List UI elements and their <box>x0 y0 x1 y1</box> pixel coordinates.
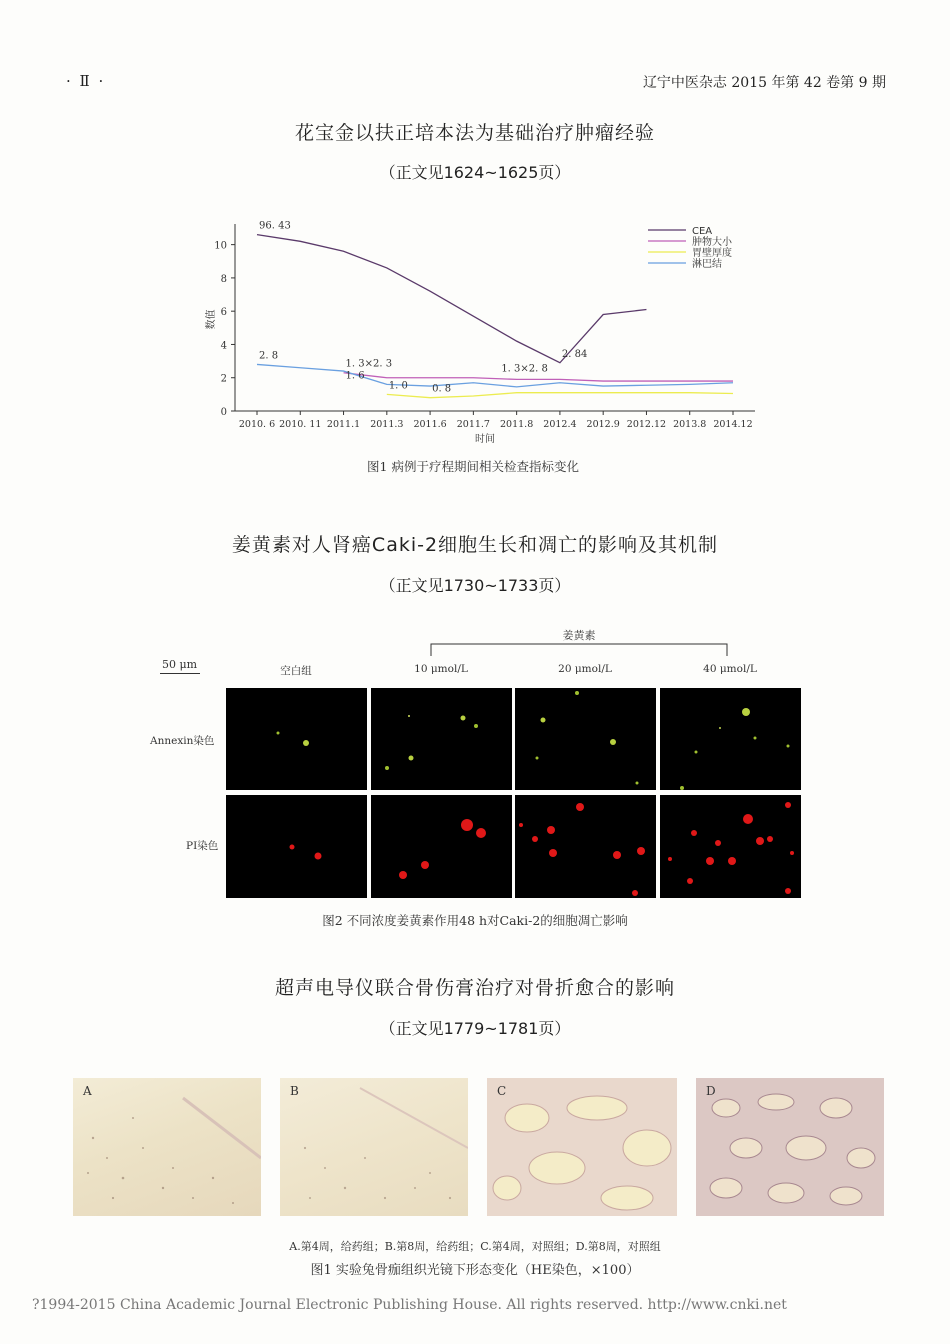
article2-title: 姜黄素对人肾癌Caki-2细胞生长和凋亡的影响及其机制 <box>231 534 719 556</box>
article3-panel-legend: A.第4周，给药组；B.第8周，给药组；C.第4周，对照组；D.第8周，对照组 <box>289 1240 661 1253</box>
x-tick-label: 2011.7 <box>456 419 490 430</box>
series-line-0 <box>257 235 646 363</box>
x-tick-label: 2010. 11 <box>279 419 322 430</box>
x-tick-label: 2011.6 <box>413 419 447 430</box>
annexin-panel-40 <box>660 688 801 790</box>
column-label-10: 10 μmol/L <box>414 663 468 675</box>
article3-figure-caption: 图1 实验兔骨痂组织光镜下形态变化（HE染色，×100） <box>310 1263 640 1278</box>
x-tick-label: 2010. 6 <box>238 419 276 430</box>
chart-series <box>257 235 733 398</box>
pi-panel-10 <box>371 795 512 898</box>
micrograph-d-label: D <box>706 1084 716 1098</box>
article1-pages: （正文见1624~1625页） <box>379 163 571 182</box>
chart-legend <box>648 226 733 270</box>
row-label-pi: PI染色 <box>186 840 219 852</box>
data-label: 1. 0 <box>388 380 408 392</box>
x-tick-label: 2012.12 <box>626 419 667 430</box>
y-tick-label: 10 <box>214 240 227 252</box>
micrograph-c-label: C <box>497 1084 507 1098</box>
x-tick-label: 2014.12 <box>713 419 753 430</box>
article1-figure-caption: 图1 病例于疗程期间相关检查指标变化 <box>367 459 579 474</box>
column-label-blank: 空白组 <box>280 665 312 677</box>
y-tick-label: 8 <box>220 273 227 285</box>
annexin-panel-20 <box>515 688 656 790</box>
article1-title: 花宝金以扶正培本法为基础治疗肿瘤经验 <box>294 122 655 144</box>
y-axis-label: 数值 <box>206 309 217 330</box>
y-tick-label: 0 <box>220 407 227 418</box>
x-tick-label: 2013.8 <box>673 419 707 430</box>
data-label: 1. 3×2. 8 <box>501 363 548 375</box>
data-label: 2. 8 <box>259 350 279 362</box>
data-label: 1. 3×2. 3 <box>345 358 393 370</box>
article2-pages: （正文见1730~1733页） <box>379 576 571 595</box>
micrograph-b <box>280 1078 468 1216</box>
x-tick-label: 2012.4 <box>543 419 577 430</box>
data-label: 1. 6 <box>345 370 365 382</box>
column-label-20: 20 μmol/L <box>558 663 612 675</box>
row-label-annexin: Annexin染色 <box>150 735 215 747</box>
x-tick-label: 2011.3 <box>370 419 404 430</box>
legend-label: 淋巴结 <box>692 259 722 270</box>
y-tick-label: 2 <box>220 373 227 385</box>
scale-bar-label: 50 μm <box>162 658 198 671</box>
page-number: · Ⅱ · <box>66 72 106 90</box>
scale-bar <box>160 673 200 674</box>
micrograph-b-label: B <box>290 1084 299 1098</box>
data-label: 2. 84 <box>561 348 588 360</box>
pi-panel-20 <box>515 795 656 898</box>
copyright-footer: ?1994-2015 China Academic Journal Electronic Publishing House. All rights reserved. http://www.cnki.net <box>32 1297 787 1313</box>
article2-figure-caption: 图2 不同浓度姜黄素作用48 h对Caki-2的细胞凋亡影响 <box>322 913 628 928</box>
line-chart <box>190 200 770 450</box>
y-tick-label: 4 <box>220 340 227 352</box>
micrograph-a-label: A <box>83 1084 92 1098</box>
column-label-40: 40 μmol/L <box>703 663 757 675</box>
data-label: 96. 43 <box>259 220 291 232</box>
annexin-panel-blank <box>226 688 367 790</box>
group-bracket-label: 姜黄素 <box>562 629 596 642</box>
pi-panel-blank <box>226 795 367 898</box>
article3-title: 超声电导仪联合骨伤膏治疗对骨折愈合的影响 <box>274 977 675 999</box>
micrograph-c <box>487 1078 677 1216</box>
legend-label: 肿物大小 <box>692 237 732 248</box>
legend-label: CEA <box>692 226 713 237</box>
x-axis-label: 时间 <box>475 434 495 445</box>
annexin-panel-10 <box>371 688 512 790</box>
x-tick-label: 2011.8 <box>500 419 534 430</box>
x-tick-label: 2012.9 <box>586 419 620 430</box>
legend-label: 胃壁厚度 <box>692 248 732 259</box>
micrograph-a <box>73 1078 261 1216</box>
journal-issue: 辽宁中医杂志 2015 年第 42 卷第 9 期 <box>642 75 886 91</box>
article3-pages: （正文见1779~1781页） <box>379 1019 571 1038</box>
data-label: 0. 8 <box>432 383 452 395</box>
chart-axes <box>204 224 755 445</box>
micrograph-d <box>696 1078 884 1216</box>
y-tick-label: 6 <box>220 307 227 319</box>
pi-panel-40 <box>660 795 801 898</box>
x-tick-label: 2011.1 <box>326 419 361 430</box>
series-line-3 <box>257 364 733 386</box>
